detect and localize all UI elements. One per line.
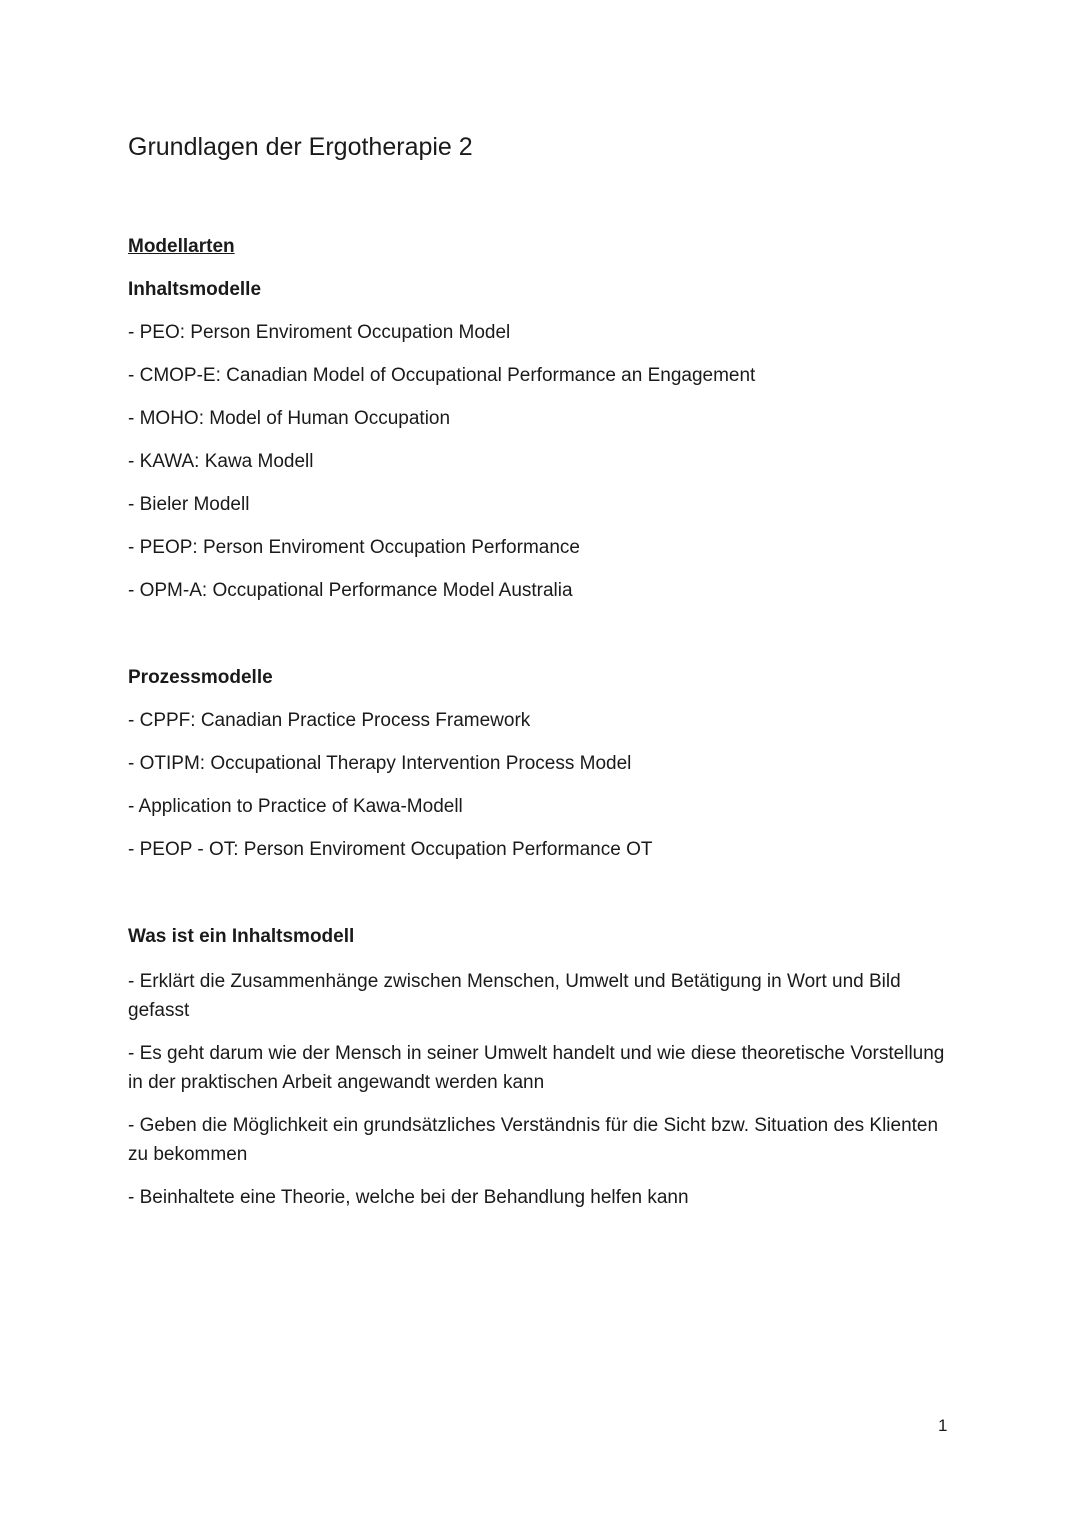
list-item: - PEOP: Person Enviroment Occupation Performance xyxy=(128,537,580,558)
heading-was-ist-ein-inhaltsmodell: Was ist ein Inhaltsmodell xyxy=(128,926,355,947)
list-item: - Geben die Möglichkeit ein grundsätzliches Verständnis für die Sicht bzw. Situation des Klienten zu bekommen xyxy=(128,1115,939,1165)
list-item: - Bieler Modell xyxy=(128,494,250,515)
list-item: - PEO: Person Enviroment Occupation Model xyxy=(128,322,511,343)
spacer xyxy=(128,880,948,924)
list-item: - Beinhaltete eine Theorie, welche bei der Behandlung helfen kann xyxy=(128,1187,689,1208)
spacer xyxy=(128,621,948,665)
list-item: - Application to Practice of Kawa-Modell xyxy=(128,796,463,817)
list-item: - PEOP - OT: Person Enviroment Occupation Performance OT xyxy=(128,839,653,860)
process-models-list xyxy=(128,708,948,863)
content-models-list xyxy=(128,320,948,604)
heading-inhaltsmodelle: Inhaltsmodelle xyxy=(128,279,262,300)
definition-list xyxy=(128,967,948,1212)
section-heading-modellarten: Modellarten xyxy=(128,236,235,257)
list-item: - OPM-A: Occupational Performance Model Australia xyxy=(128,580,573,601)
list-item: - Es geht darum wie der Mensch in seiner Umwelt handelt und wie diese theoretische Vorstellung in der praktischen Arbeit angewandt werden kann xyxy=(128,1043,945,1093)
list-item: - OTIPM: Occupational Therapy Intervention Process Model xyxy=(128,753,632,774)
document-title: Grundlagen der Ergotherapie 2 xyxy=(128,133,473,161)
list-item: - KAWA: Kawa Modell xyxy=(128,451,314,472)
list-item: - MOHO: Model of Human Occupation xyxy=(128,408,451,429)
document-content xyxy=(128,234,948,1226)
heading-prozessmodelle: Prozessmodelle xyxy=(128,667,273,688)
list-item: - Erklärt die Zusammenhänge zwischen Menschen, Umwelt und Betätigung in Wort und Bild gefasst xyxy=(128,971,901,1021)
list-item: - CMOP-E: Canadian Model of Occupational Performance an Engagement xyxy=(128,365,756,386)
page-number: 1 xyxy=(938,1416,948,1435)
list-item: - CPPF: Canadian Practice Process Framework xyxy=(128,710,531,731)
